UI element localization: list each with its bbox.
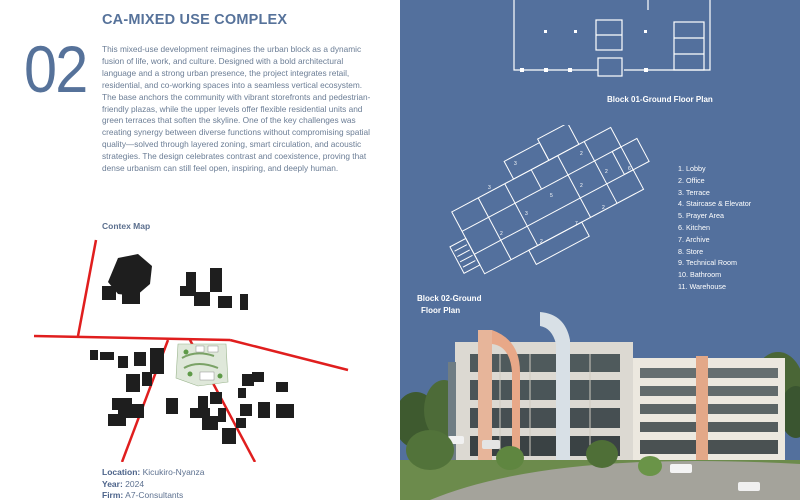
context-map-label: Contex Map [102, 221, 151, 231]
project-site [176, 344, 228, 386]
svg-text:2: 2 [580, 151, 583, 157]
building-render [400, 300, 800, 500]
svg-text:6: 6 [628, 166, 631, 172]
svg-text:2: 2 [602, 205, 605, 211]
project-info [102, 467, 205, 500]
project-title: CA-MIXED USE COMPLEX [102, 12, 288, 28]
info-location: Location: Kicukiro-Nyanza [102, 467, 205, 477]
svg-text:7: 7 [575, 221, 578, 227]
legend-item: 10. Bathroom [678, 270, 722, 280]
svg-text:2: 2 [500, 231, 503, 237]
svg-text:2: 2 [540, 239, 543, 245]
legend-item: 2. Office [678, 175, 705, 185]
block02-caption-line2: Floor Plan [421, 306, 461, 315]
legend-item: 7. Archive [678, 234, 710, 244]
legend-item: 1. Lobby [678, 164, 706, 173]
legend-item: 6. Kitchen [678, 222, 710, 232]
room-legend [678, 163, 751, 293]
block01-caption: Block 01-Ground Floor Plan [607, 95, 713, 104]
svg-text:2: 2 [605, 169, 608, 175]
block02-caption-line1: Block 02-Ground [417, 294, 482, 303]
info-year: Year: 2024 [102, 478, 145, 489]
project-description: This mixed-use development reimagines the urban block as a dynamic fusion of life, work, and culture. Designed with a bold architectural language and a strong urban presence, the project integrates retail, residential, and co-working spaces into a seamless vertical ecosystem. The base anchors the community with vibrant storefronts and pedestrian-friendly plazas, while the upper levels offer flexible residential units and green terraces that soften the skyline. One of the key challenges was creating synergy between diverse functions without compromising spatial quality—solved through layered zoning, smart circulation, and acoustic strategies. The design celebrates contrast and coexistence, proving that dense urbanism can still feel open, inspiring, and deeply human. [102, 44, 371, 174]
context-map [0, 232, 400, 462]
svg-text:3: 3 [514, 161, 517, 167]
legend-item: 3. Terrace [678, 187, 710, 197]
side-block [633, 356, 785, 462]
legend-item: 11. Warehouse [678, 281, 726, 291]
svg-text:3: 3 [525, 211, 528, 217]
legend-item: 4. Staircase & Elevator [678, 199, 752, 209]
block01-floor-plan [504, 0, 720, 82]
svg-text:3: 3 [488, 185, 491, 191]
main-block [448, 312, 633, 460]
block02-floor-plan [430, 125, 670, 285]
right-panel [400, 0, 800, 500]
legend-item: 5. Prayer Area [678, 211, 724, 221]
legend-item: 8. Store [678, 246, 704, 256]
info-firm: Firm: A7-Consultants [102, 490, 184, 500]
legend-item: 9. Technical Room [678, 258, 737, 268]
svg-text:5: 5 [550, 193, 553, 199]
svg-text:2: 2 [580, 183, 583, 189]
project-number: 02 [24, 32, 87, 106]
